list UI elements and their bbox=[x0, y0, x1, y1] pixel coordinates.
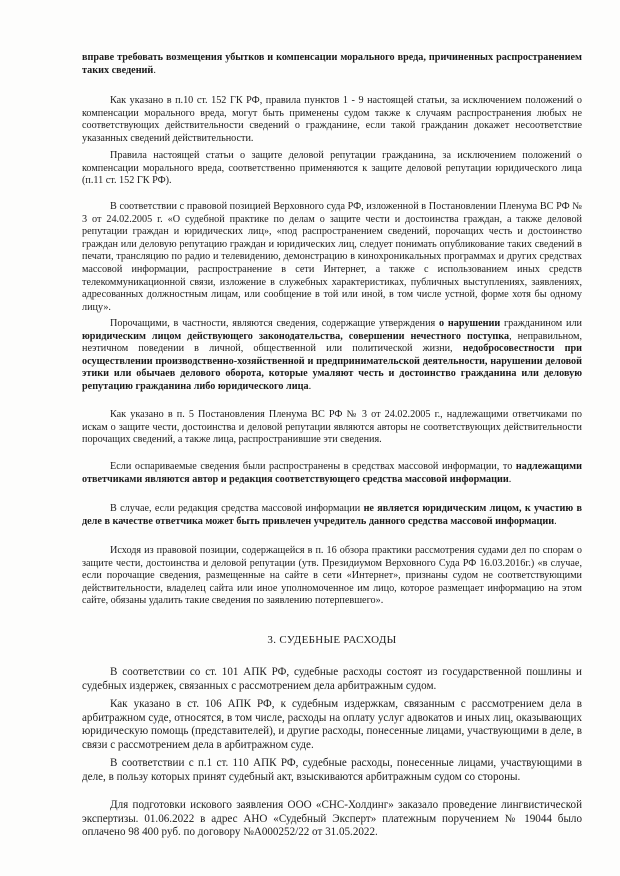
paragraph-gk-152-p11: Правила настоящей статьи о защите деловой репутации гражданина, за исключением положений о компенсации морального вреда, соответственно применяются к защите деловой репутации юридического лица (п.11 ст. 152 ГК РФ). bbox=[82, 150, 582, 187]
bold-text: недобросовестности при осуществлении производственно-хозяйственной и предпринимательской деятельности, нарушении деловой этики или обычаев делового оборота, которые умаляют честь и достоинство гражданина или деловую репутацию гражданина либо юридического лица bbox=[82, 343, 582, 392]
bold-text: о нарушении bbox=[439, 318, 501, 329]
paragraph-top bbox=[82, 52, 582, 77]
paragraph-expertise-payment: Для подготовки искового заявления ООО «СНС-Холдинг» заказало проведение лингвистической экспертизы. 01.06.2022 в адрес АНО «Судебный Эксперт» платежным поручением № 19044 было оплачено 98 400 руб. по договору №А000252/22 от 31.05.2022. bbox=[82, 799, 582, 839]
bold-text: вправе требовать возмещения убытков и компенсации морального вреда, причиненных распространением таких сведений bbox=[82, 52, 582, 76]
text-span: . bbox=[153, 64, 156, 76]
text-span: , неправильном, неэтичном поведении в личной, общественной или политической жизни, bbox=[82, 330, 582, 355]
paragraph-supreme-court-review: Исходя из правовой позиции, содержащейся в п. 16 обзора практики рассмотрения судами дел по спорам о защите чести, достоинства и деловой репутации (утв. Президиумом Верховного Суда РФ 16.03.2016г.) «в случае, если порочащие сведения, размещенные на сайте в сети «Интернет», признаны судом не соответствующими действительности, владелец сайта или иное уполномоченное им лицо, которое размещает информацию на этом сайте, обязаны удалить такие сведения по заявлению потерпевшего». bbox=[82, 545, 582, 607]
bold-text: не является юридическим лицом, к участию в деле в качестве ответчика может быть привлечен учредитель данного средства массовой информации bbox=[82, 503, 582, 527]
text-span: Если оспариваемые сведения были распространены в средствах массовой информации, то bbox=[110, 461, 516, 472]
text-span: гражданином или bbox=[500, 318, 582, 329]
text-span: . bbox=[508, 473, 512, 485]
text-span: В случае, если редакция средства массовой информации bbox=[110, 503, 364, 514]
paragraph-plenum-position: В соответствии с правовой позицией Верховного суда РФ, изложенной в Постановлении Пленума ВС РФ № 3 от 24.02.2005 г. «О судебной практике по делам о защите чести и достоинства граждан, а также деловой репутации граждан и юридических лиц», «под распространением сведений, порочащих честь и достоинство граждан или деловую репутацию граждан и юридических лиц, следует понимать опубликование таких сведений в печати, трансляцию по радио и телевидению, демонстрацию в кинохроникальных программах и других средствах массовой информации, распространение в сети Интернет, а также с использованием иных средств телекоммуникационной связи, изложение в служебных характеристиках, публичных выступлениях, заявлениях, адресованных должностным лицам, или сообщение в той или иной, в том числе устной, форме хотя бы одному лицу». bbox=[82, 201, 582, 313]
text-span: . bbox=[308, 380, 312, 392]
text-span: Порочащими, в частности, являются сведения, содержащие утверждения bbox=[110, 318, 440, 329]
paragraph-gk-152-p10: Как указано в п.10 ст. 152 ГК РФ, правила пунктов 1 - 9 настоящей статьи, за исключением положений о компенсации морального вреда, могут быть применены судом также к случаям распространения любых не соответствующих действительности сведений о гражданине, если такой гражданин докажет несоответствие указанных сведений действительности. bbox=[82, 95, 582, 144]
paragraph-proper-defendants: Как указано в п. 5 Постановления Пленума ВС РФ № 3 от 24.02.2005 г., надлежащими ответчиками по искам о защите чести, достоинства и деловой репутации являются авторы не соответствующих действительности порочащих сведений, а также лица, распространившие эти сведения. bbox=[82, 409, 582, 446]
paragraph-apk-110: В соответствии с п.1 ст. 110 АПК РФ, судебные расходы, понесенные лицами, участвующими в деле, в пользу которых принят судебный акт, взыскиваются арбитражным судом со стороны. bbox=[82, 757, 582, 783]
paragraph-apk-106: Как указано в ст. 106 АПК РФ, к судебным издержкам, связанным с рассмотрением дела в арбитражном суде, относятся, в том числе, расходы на оплату услуг адвокатов и иных лиц, оказывающих юридическую помощь (представителей), и другие расходы, понесенные лицами, участвующими в деле, в связи с рассмотрением дела в арбитражном суде. bbox=[82, 698, 582, 751]
paragraph-defamatory-info bbox=[82, 318, 582, 394]
bold-text: юридическим лицом действующего законодательства, совершении нечестного поступка bbox=[82, 330, 510, 342]
section-heading: 3. СУДЕБНЫЕ РАСХОДЫ bbox=[267, 634, 397, 646]
paragraph-mass-media bbox=[82, 461, 582, 486]
text-span: . bbox=[554, 515, 557, 527]
bold-text: надлежащими ответчиками являются автор и редакция соответствующего средства массовой информации bbox=[82, 461, 582, 485]
paragraph-apk-101: В соответствии со ст. 101 АПК РФ, судебные расходы состоят из государственной пошлины и судебных издержек, связанных с рассмотрением дела арбитражным судом. bbox=[82, 666, 582, 692]
paragraph-editorial-office bbox=[82, 503, 582, 528]
